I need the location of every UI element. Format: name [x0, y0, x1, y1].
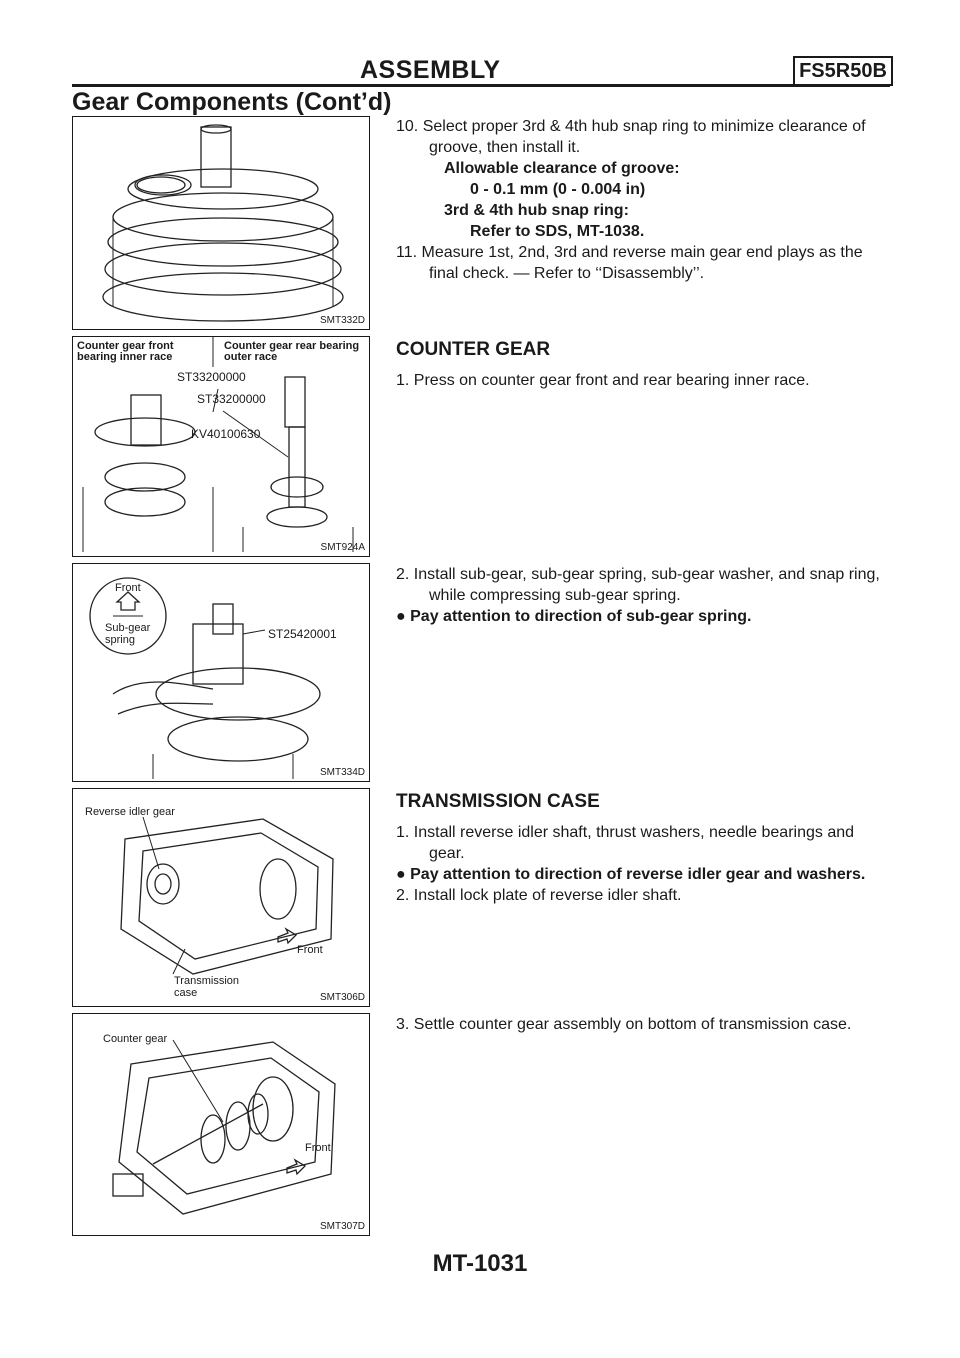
header-rule — [72, 84, 890, 87]
label-rear-outer-race: Counter gear rear bearing outer race — [224, 340, 360, 363]
transmission-case-step-1: 1. Install reverse idler shaft, thrust washers, needle bearings and gear. — [396, 824, 855, 862]
section-title: ASSEMBLY — [360, 56, 501, 84]
label-transmission-case: Transmission case — [174, 975, 239, 999]
figure-code: SMT332D — [319, 315, 365, 326]
label-reverse-idler-gear: Reverse idler gear — [85, 806, 175, 818]
figure-code: SMT924A — [320, 542, 365, 553]
bullet-icon: ● — [396, 608, 406, 625]
spec-label-snap-ring: 3rd & 4th hub snap ring: — [444, 202, 629, 219]
transmission-case-step-3: 3. Settle counter gear assembly on bottom of transmission case. — [396, 1016, 852, 1033]
label-front: Front — [305, 1142, 331, 1154]
figure-smt306d — [72, 788, 370, 1007]
label-front: Front — [115, 582, 141, 594]
page-number: MT-1031 — [432, 1250, 528, 1277]
section-heading-counter-gear: COUNTER GEAR — [396, 339, 551, 360]
label-front: Front — [297, 944, 323, 956]
model-code-badge: FS5R50B — [793, 56, 893, 86]
spec-value-snap-ring: Refer to SDS, MT-1038. — [470, 223, 645, 240]
tool-label-st25420001: ST25420001 — [268, 627, 337, 641]
tool-label-st33200000-a: ST33200000 — [177, 370, 246, 384]
transmission-case-section — [396, 791, 894, 906]
spec-value-clearance: 0 - 0.1 mm (0 - 0.004 in) — [470, 181, 646, 198]
figure-smt924a — [72, 336, 370, 557]
page-subtitle: Gear Components (Cont’d) — [72, 88, 392, 116]
counter-gear-step-2: 2. Install sub-gear, sub-gear spring, sub-gear washer, and snap ring, while compressing sub-gear spring. — [396, 566, 880, 604]
counter-gear-settle-illustration — [73, 1014, 369, 1235]
mainshaft-assembly-illustration — [73, 117, 369, 329]
counter-gear-step-2-block — [396, 564, 894, 627]
transmission-case-step-2: 2. Install lock plate of reverse idler shaft. — [396, 887, 682, 904]
sub-gear-install-illustration — [73, 564, 369, 781]
transmission-case-step-3-block — [396, 1014, 894, 1035]
figure-smt332d — [72, 116, 370, 330]
figure-smt334d — [72, 563, 370, 782]
label-counter-gear: Counter gear — [103, 1033, 168, 1045]
counter-gear-note: ● Pay attention to direction of sub-gear spring. — [396, 608, 752, 625]
spec-label-clearance: Allowable clearance of groove: — [444, 160, 680, 177]
step-11: 11. Measure 1st, 2nd, 3rd and reverse main gear end plays as the final check. — Refer to ‘‘Disassembly’’. — [396, 244, 863, 282]
figure-code: SMT307D — [319, 1221, 365, 1232]
section-heading-transmission-case: TRANSMISSION CASE — [396, 791, 600, 812]
label-front-inner-race: Counter gear front bearing inner race — [77, 340, 174, 363]
counter-gear-step-1: 1. Press on counter gear front and rear bearing inner race. — [396, 372, 810, 389]
figure-code: SMT334D — [319, 767, 365, 778]
tool-label-st33200000-b: ST33200000 — [197, 392, 266, 406]
figure-code: SMT306D — [319, 992, 365, 1003]
reverse-idler-gear-illustration — [73, 789, 369, 1006]
tool-label-kv40100630: KV40100630 — [191, 427, 261, 441]
step-10: 10. Select proper 3rd & 4th hub snap ring to minimize clearance of groove, then install it. — [396, 118, 866, 156]
bullet-icon: ● — [396, 866, 406, 883]
steps-main-block — [396, 116, 894, 284]
counter-gear-section — [396, 339, 894, 391]
transmission-case-note: ● Pay attention to direction of reverse idler gear and washers. — [396, 866, 866, 883]
figure-smt307d — [72, 1013, 370, 1236]
label-sub-gear-spring: Sub-gear spring — [105, 622, 151, 646]
